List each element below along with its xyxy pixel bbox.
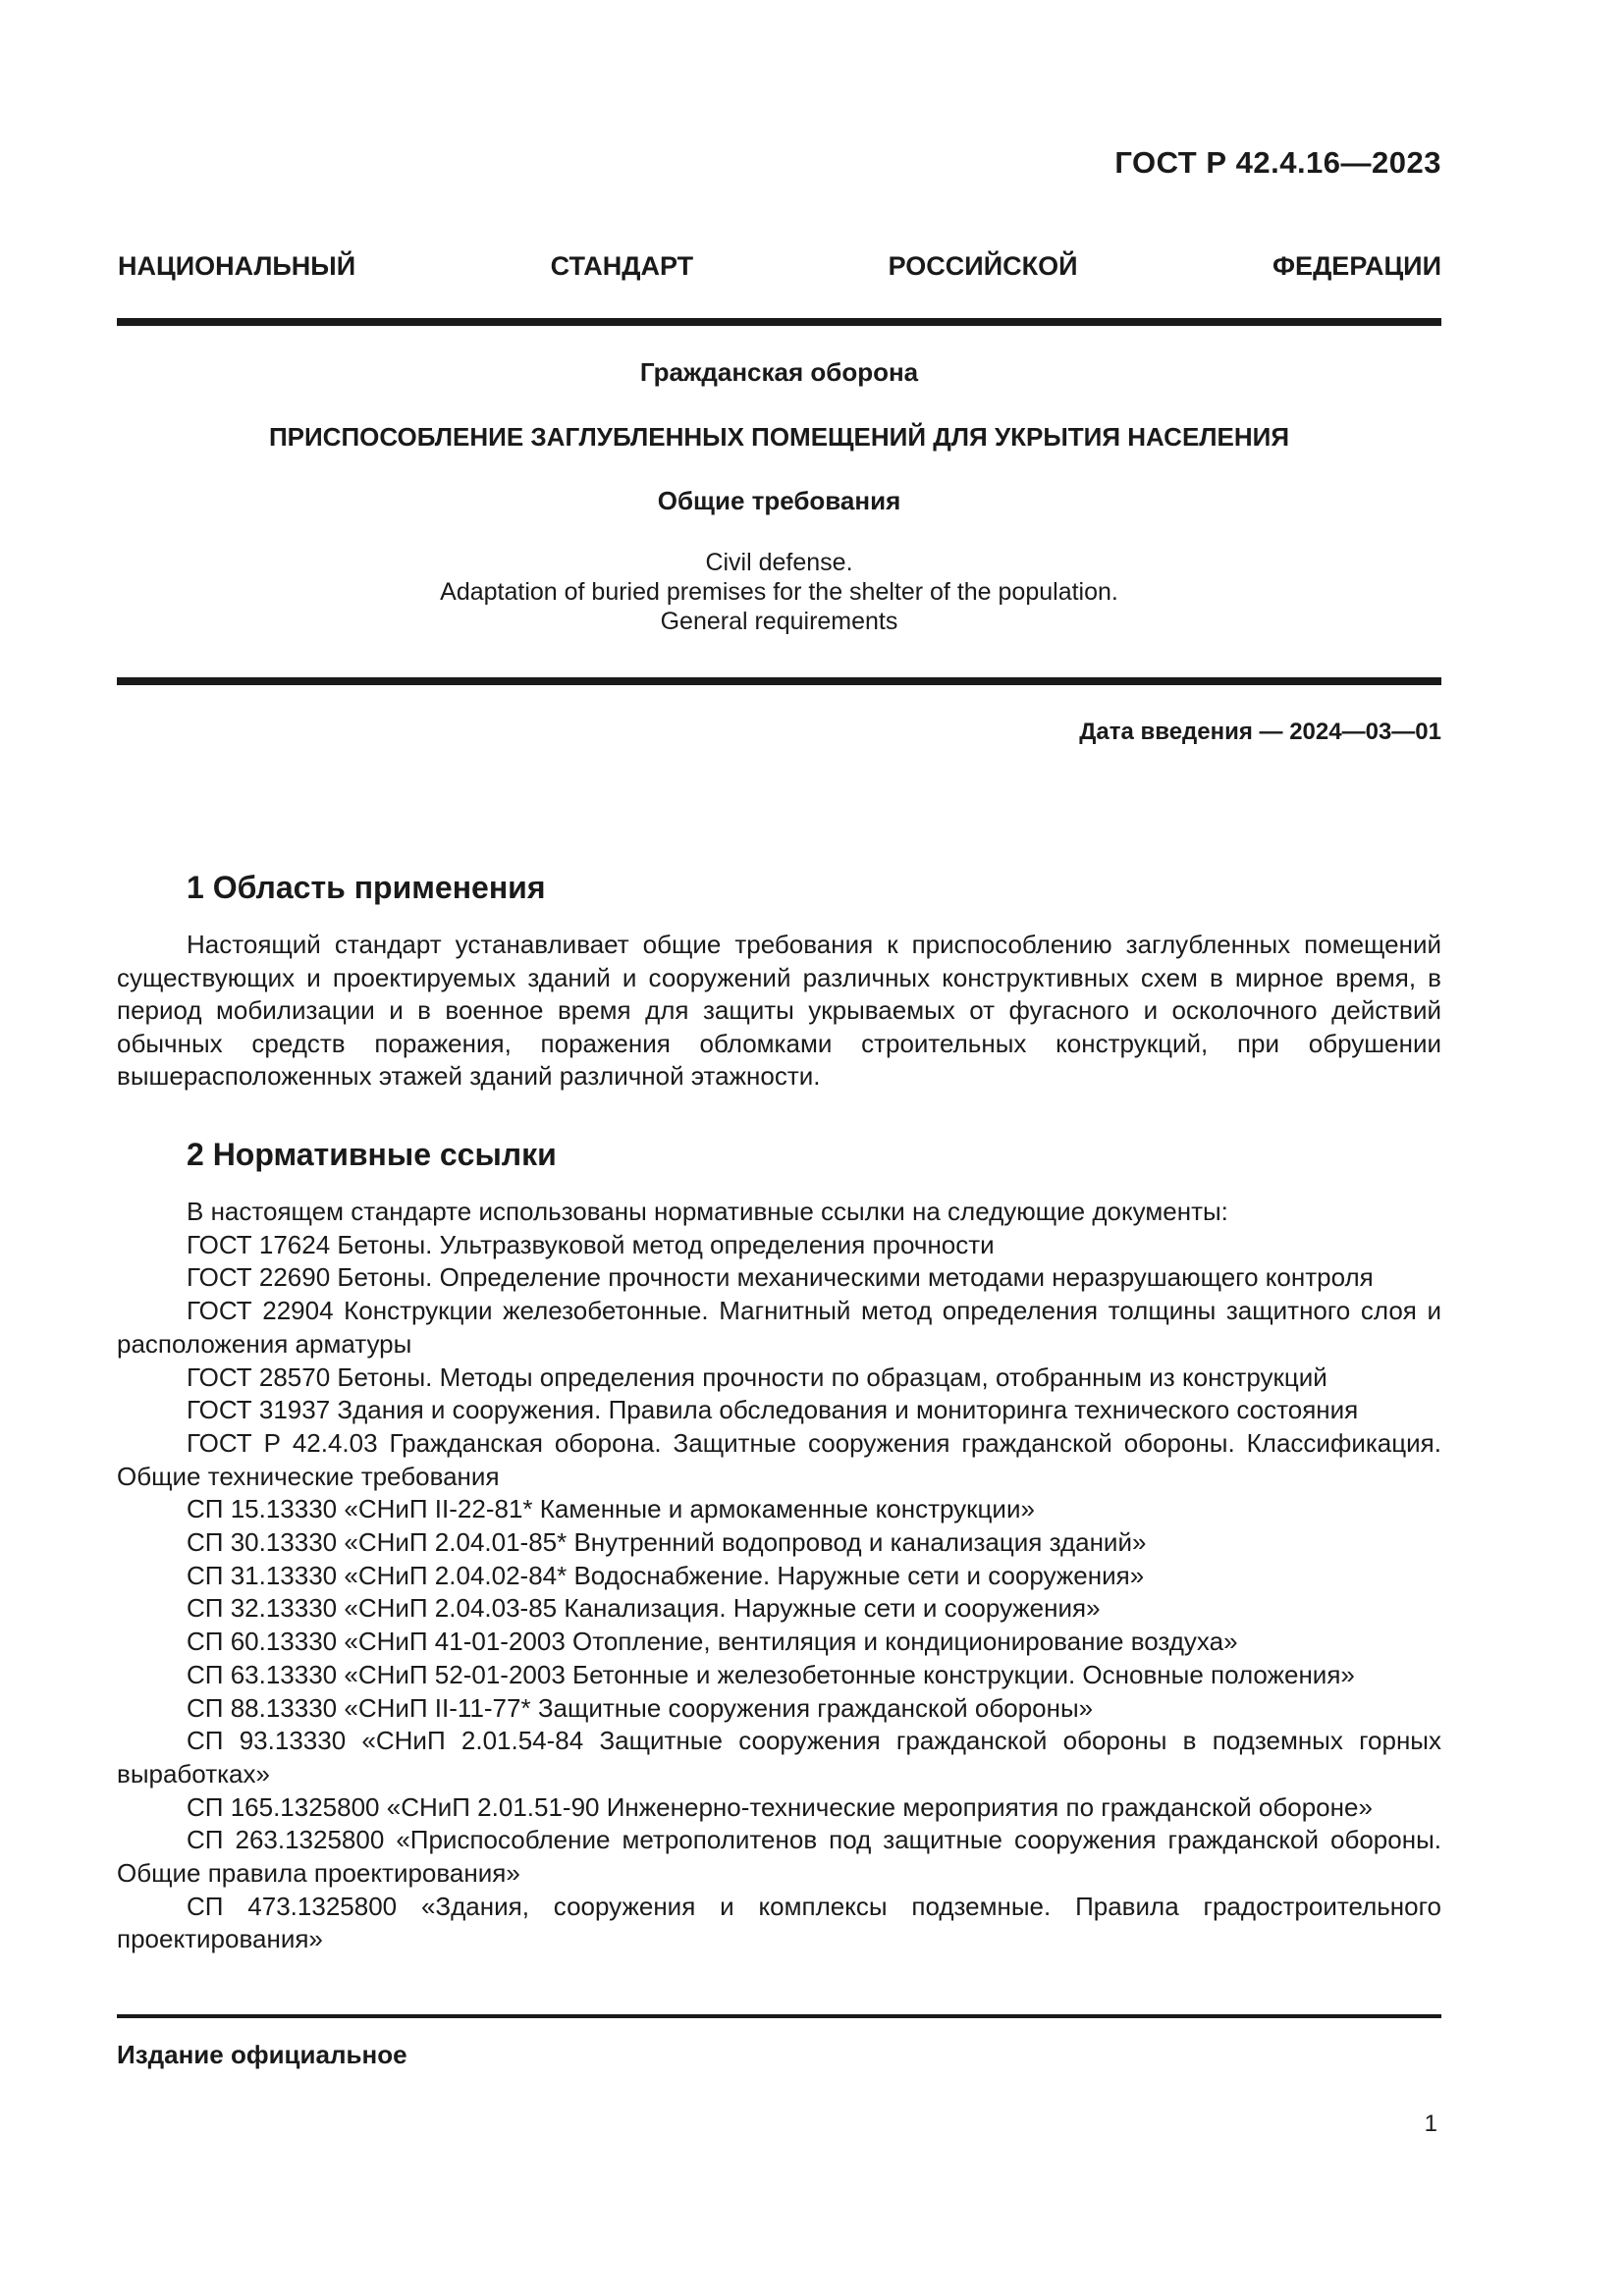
- section-1-paragraph: Настоящий стандарт устанавливает общие требования к приспособлению заглубленных помещений существующих и проектируемых зданий и сооружений различных конструктивных схем в мирное время, в период мобилизации и в военное время для защиты укрываемых от фугасного и осколочного действий обычных средств поражения, поражения обломками строительных конструкций, при обрушении вышерасположенных этажей зданий различной этажности.: [117, 930, 1441, 1092]
- reference-item: ГОСТ 31937 Здания и сооружения. Правила обследования и мониторинга технического состояния: [187, 1395, 1359, 1425]
- section-2-heading: 2 Нормативные ссылки: [187, 1137, 557, 1172]
- title-en-line: Civil defense.: [705, 549, 853, 576]
- reference-item: ГОСТ Р 42.4.03 Гражданская оборона. Защитные сооружения гражданской обороны. Классификация. Общие технические требования: [117, 1427, 1441, 1491]
- title-en-line: Adaptation of buried premises for the shelter of the population.: [440, 578, 1118, 606]
- title-sub: Общие требования: [657, 486, 901, 515]
- reference-item: СП 88.13330 «СНиП II-11-77* Защитные сооружения гражданской обороны»: [187, 1692, 1094, 1723]
- reference-item: СП 263.1325800 «Приспособление метрополитенов под защитные сооружения гражданской обороны. Общие правила проектирования»: [117, 1825, 1441, 1889]
- section-1-heading: 1 Область применения: [187, 870, 546, 905]
- national-standard-banner: [118, 251, 1441, 282]
- reference-item: ГОСТ 22690 Бетоны. Определение прочности механическими методами неразрушающего контроля: [187, 1262, 1374, 1293]
- title-divider: [117, 677, 1441, 685]
- page-number: 1: [1424, 2110, 1437, 2137]
- banner-word: ФЕДЕРАЦИИ: [1272, 251, 1441, 281]
- reference-item: СП 93.13330 «СНиП 2.01.54-84 Защитные сооружения гражданской обороны в подземных горных выработках»: [117, 1726, 1441, 1789]
- reference-item: СП 60.13330 «СНиП 41-01-2003 Отопление, вентиляция и кондиционирование воздуха»: [187, 1627, 1238, 1657]
- section-1-body: [117, 929, 1441, 1094]
- title-category: Гражданская оборона: [639, 357, 919, 387]
- reference-item: СП 63.13330 «СНиП 52-01-2003 Бетонные и железобетонные конструкции. Основные положения»: [187, 1659, 1355, 1689]
- banner-word: СТАНДАРТ: [550, 251, 694, 281]
- banner-word: РОССИЙСКОЙ: [888, 251, 1078, 281]
- reference-item: СП 473.1325800 «Здания, сооружения и комплексы подземные. Правила градостроительного проектирования»: [117, 1891, 1441, 1954]
- footer-divider: [117, 2014, 1441, 2018]
- reference-item: СП 31.13330 «СНиП 2.04.02-84* Водоснабжение. Наружные сети и сооружения»: [187, 1560, 1145, 1590]
- official-edition-label: Издание официальное: [117, 2040, 407, 2069]
- reference-item: СП 32.13330 «СНиП 2.04.03-85 Канализация. Наружные сети и сооружения»: [187, 1593, 1101, 1624]
- standard-id: ГОСТ Р 42.4.16—2023: [1114, 145, 1441, 180]
- reference-item: СП 15.13330 «СНиП II-22-81* Каменные и армокаменные конструкции»: [187, 1494, 1035, 1524]
- title-en-line: General requirements: [660, 608, 898, 635]
- reference-item: ГОСТ 17624 Бетоны. Ультразвуковой метод определения прочности: [187, 1229, 995, 1259]
- reference-item: СП 165.1325800 «СНиП 2.01.51-90 Инженерно-технические мероприятия по гражданской обороне»: [187, 1791, 1373, 1822]
- reference-item: ГОСТ 28570 Бетоны. Методы определения прочности по образцам, отобранным из конструкций: [187, 1362, 1327, 1392]
- references-list: [117, 1196, 1441, 1956]
- intro-date: Дата введения — 2024—03—01: [1079, 719, 1441, 745]
- reference-item: СП 30.13330 «СНиП 2.04.01-85* Внутренний водопровод и канализация зданий»: [187, 1527, 1147, 1558]
- references-intro: В настоящем стандарте использованы нормативные ссылки на следующие документы:: [187, 1197, 1228, 1226]
- reference-item: ГОСТ 22904 Конструкции железобетонные. Магнитный метод определения толщины защитного слоя и расположения арматуры: [117, 1296, 1441, 1359]
- top-divider: [117, 318, 1441, 326]
- title-main: ПРИСПОСОБЛЕНИЕ ЗАГЛУБЛЕННЫХ ПОМЕЩЕНИЙ ДЛЯ УКРЫТИЯ НАСЕЛЕНИЯ: [268, 422, 1290, 452]
- banner-word: НАЦИОНАЛЬНЫЙ: [118, 251, 356, 281]
